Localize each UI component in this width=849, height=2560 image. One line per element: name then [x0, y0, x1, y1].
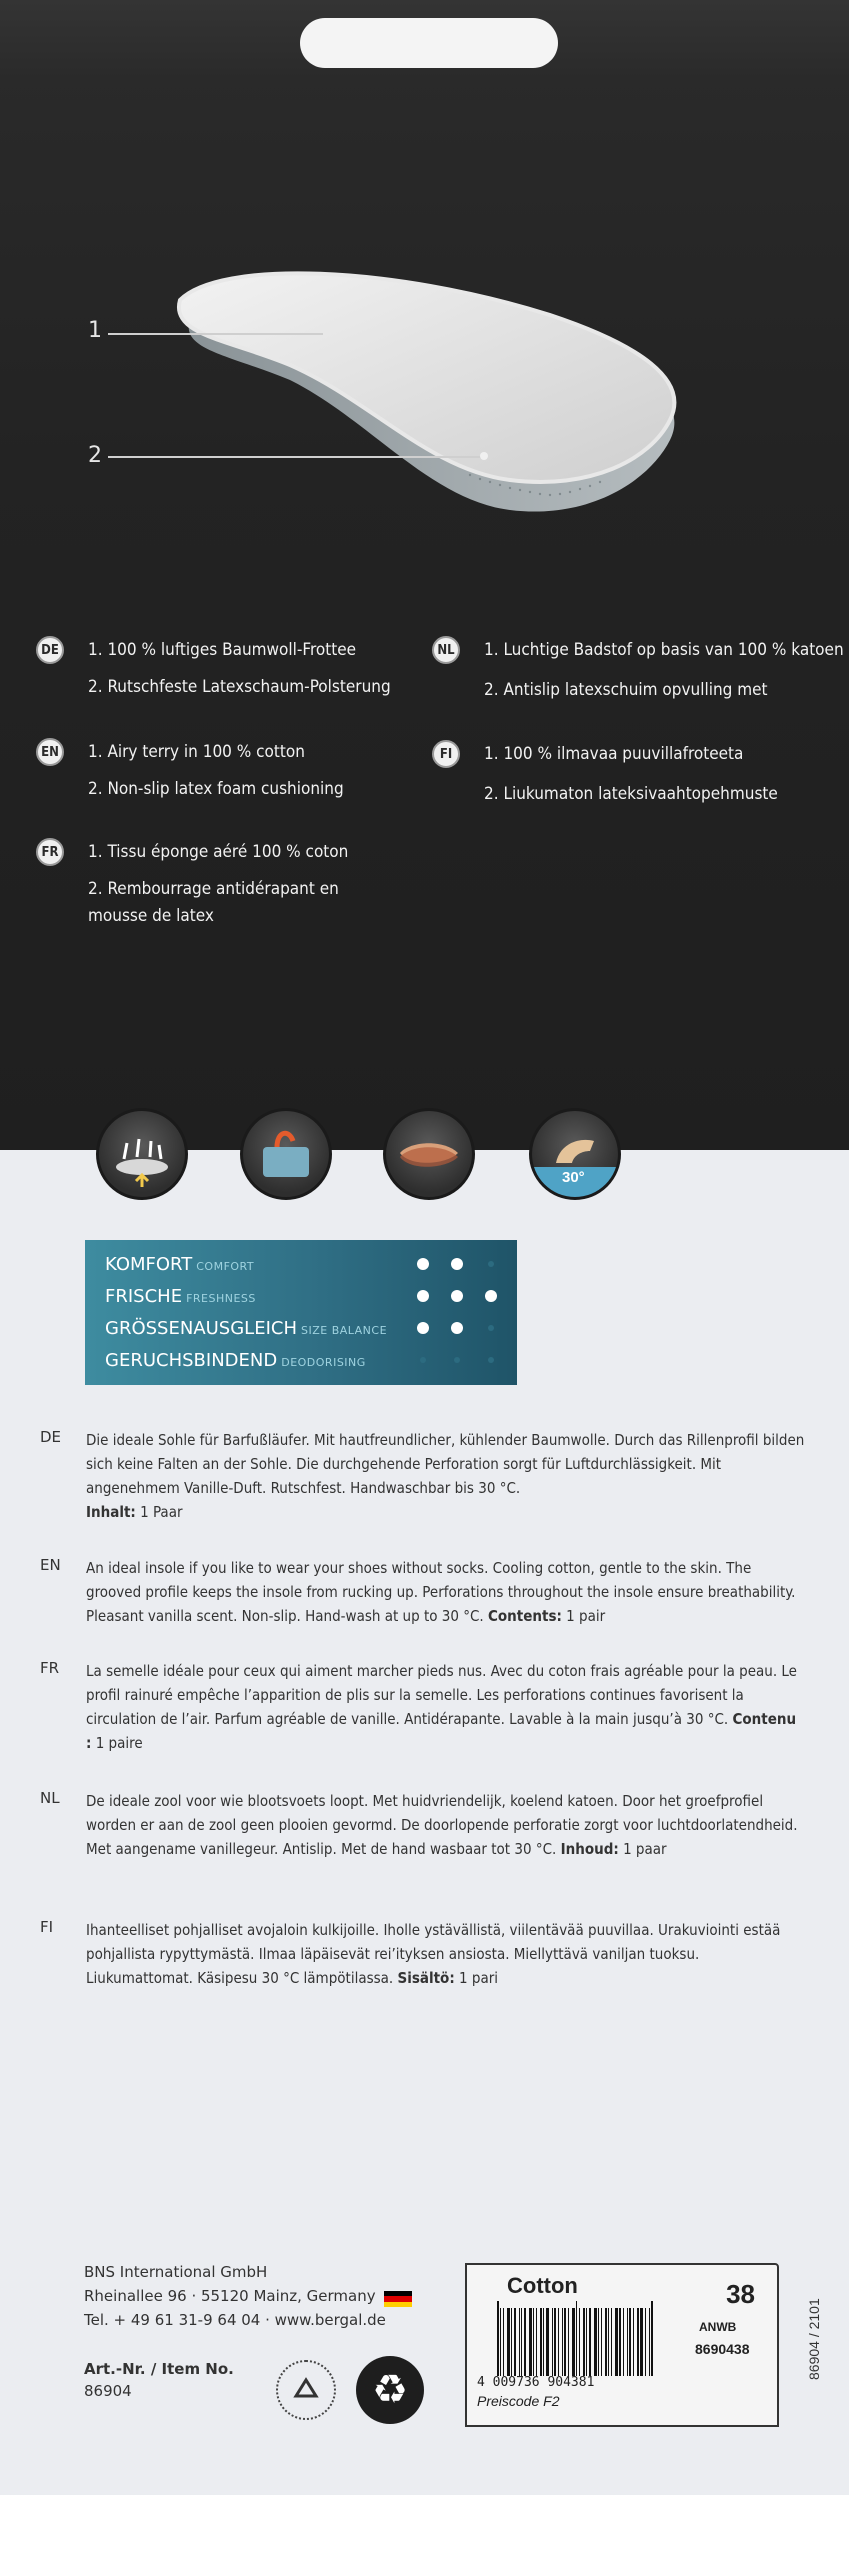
barcode-bar	[586, 2308, 587, 2376]
barcode-bar	[629, 2308, 631, 2376]
description-content-value: 1 Paar	[135, 1503, 183, 1521]
vertical-code: 86904 / 2101	[806, 2298, 822, 2380]
description-content-value: 1 paar	[618, 1840, 667, 1858]
barcode-bar	[579, 2308, 580, 2376]
lang-line: 1. 100 % luftiges Baumwoll-Frottee	[88, 640, 357, 660]
barcode-bar	[552, 2308, 553, 2376]
barcode-bar	[623, 2308, 624, 2376]
feature-label: FRISCHE	[105, 1286, 183, 1307]
description-content-value: 1 pari	[454, 1969, 499, 1987]
barcode-bar	[519, 2308, 520, 2376]
description-de	[40, 1428, 810, 1528]
label-size: 38	[726, 2279, 755, 2309]
description-nl	[40, 1789, 810, 1899]
barcode-bar	[601, 2308, 602, 2376]
company-name: BNS International GmbH	[84, 2263, 268, 2281]
barcode-bar	[615, 2308, 618, 2376]
barcode-bar	[608, 2308, 609, 2376]
description-content-value: 1 paire	[91, 1734, 143, 1752]
barcode-bar	[589, 2308, 591, 2376]
feature-label: GRÖSSENAUSGLEICH	[105, 1318, 297, 1339]
lang-line: 1. Tissu éponge aéré 100 % coton	[88, 842, 349, 862]
description-content-label: Contenu :	[86, 1710, 797, 1752]
item-number-label: Art.-Nr. / Item No.	[84, 2360, 234, 2378]
barcode-bar	[500, 2308, 501, 2376]
barcode-bar	[524, 2308, 526, 2376]
callout-2-dot	[480, 452, 488, 460]
barcode-bar	[540, 2308, 542, 2376]
company-street: Rheinallee 96 · 55120 Mainz, Germany	[84, 2287, 376, 2305]
description-text	[86, 1428, 806, 1524]
hand-wash-temp: 30°	[562, 1169, 585, 1186]
description-content-label: Inhoud:	[560, 1840, 619, 1858]
lang-badge: DE	[36, 636, 64, 664]
barcode-bar	[640, 2308, 643, 2376]
description-fr	[40, 1659, 810, 1769]
rating-dot-filled	[451, 1258, 463, 1270]
description-content-label: Sisältö:	[397, 1969, 455, 1987]
rating-dot-empty	[488, 1325, 494, 1331]
barcode-bar	[605, 2308, 607, 2376]
barcode-number: 4 009736 904381	[477, 2375, 595, 2390]
description-text	[86, 1659, 806, 1755]
feature-row	[105, 1318, 387, 1339]
dark-panel	[0, 0, 849, 1150]
barcode-bar	[627, 2308, 628, 2376]
label-code: 8690438	[695, 2341, 750, 2357]
lang-line: 1. Luchtige Badstof op basis van 100 % katoen	[484, 640, 844, 660]
rating-dot-empty	[420, 1357, 426, 1363]
company-address	[84, 2260, 386, 2332]
barcode-bar	[633, 2308, 634, 2376]
recycled-paper-icon	[276, 2360, 336, 2420]
barcode-bar	[576, 2301, 577, 2376]
description-lang: DE	[40, 1428, 62, 1446]
description-lang: FR	[40, 1659, 60, 1677]
description-text	[86, 1556, 806, 1628]
feature-row	[105, 1286, 256, 1307]
barcode-bar	[503, 2308, 504, 2376]
barcode-bar	[594, 2308, 597, 2376]
barcode-bar	[558, 2308, 559, 2376]
description-content-label: Inhalt:	[86, 1503, 136, 1521]
rating-dot-filled	[417, 1258, 429, 1270]
barcode	[497, 2308, 677, 2376]
callout-2: 2	[88, 443, 102, 468]
description-fi	[40, 1918, 810, 1998]
barcode-bar	[536, 2308, 537, 2376]
description-body: De ideale zool voor wie blootsvoets loopt. Met huidvriendelijk, koelend katoen. Door het groefprofiel worden er aan de zool geen plooien gevormd. De doorlopende perforatie zorgt voor luchtdoorlatendheid. Met aangename vanillegeur. Antislip. Met de hand wasbaar tot 30 °C.	[86, 1792, 798, 1858]
description-lang: NL	[40, 1789, 60, 1807]
lang-line: 1. 100 % ilmavaa puuvillafroteeta	[484, 744, 744, 764]
fresh-icon	[240, 1108, 332, 1200]
barcode-bar	[529, 2308, 532, 2376]
feature-label: KOMFORT	[105, 1254, 193, 1275]
recycling-icon: ♻	[356, 2356, 424, 2424]
barcode-bar	[533, 2308, 534, 2376]
price-label	[465, 2263, 779, 2427]
barcode-bar	[649, 2308, 650, 2376]
lang-line: mousse de latex	[88, 906, 214, 926]
barcode-bar	[543, 2308, 544, 2376]
item-number-value: 86904	[84, 2382, 132, 2400]
feature-sub: DEODORISING	[281, 1356, 366, 1369]
rating-dot-empty	[488, 1261, 494, 1267]
description-en	[40, 1556, 810, 1656]
feature-rating-box	[85, 1240, 517, 1385]
barcode-bar	[562, 2308, 563, 2376]
barcode-bar	[619, 2308, 621, 2376]
rating-dot-filled	[451, 1322, 463, 1334]
barcode-bar	[497, 2301, 499, 2376]
label-title: Cotton	[507, 2273, 578, 2298]
callout-2-line	[108, 456, 483, 458]
lang-badge: EN	[36, 738, 64, 766]
hang-tab-hole	[300, 18, 558, 68]
rating-dot-empty	[454, 1357, 460, 1363]
lang-line: 2. Antislip latexschuim opvulling met	[484, 680, 768, 700]
hand-wash-icon	[529, 1108, 621, 1200]
feature-row	[105, 1254, 254, 1275]
description-body: Die ideale Sohle für Barfußläufer. Mit hautfreundlicher, kühlender Baumwolle. Durch das Rillenprofil bilden sich keine Falten an der Sohle. Die durchgehende Perforation sorgt für Luftdurchlässigkeit. Mit angenehmem Vanille-Duft. Rutschfest. Handwaschbar bis 30 °C.	[86, 1431, 805, 1497]
lang-badge: FR	[36, 838, 64, 866]
barcode-bar	[564, 2308, 566, 2376]
lang-line: 2. Rutschfeste Latexschaum-Polsterung	[88, 677, 391, 697]
price-code: Preiscode F2	[477, 2393, 560, 2409]
callout-1-line	[108, 333, 323, 335]
rating-dot-filled	[417, 1290, 429, 1302]
rating-dot-filled	[417, 1322, 429, 1334]
company-contact: Tel. + 49 61 31-9 64 04 · www.bergal.de	[84, 2311, 386, 2329]
feature-sub: COMFORT	[196, 1260, 255, 1273]
insole-icon	[383, 1108, 475, 1200]
barcode-bar	[554, 2308, 556, 2376]
description-body: La semelle idéale pour ceux qui aiment marcher pieds nus. Avec du coton frais agréable pour la peau. Le profil rainuré empêche l’apparition de plis sur la semelle. Les perforations continues favorisent la circulation de l’air. Parfum agréable de vanille. Antidérapante. Lavable à la main jusqu’à 30 °C.	[86, 1662, 797, 1728]
barcode-bar	[583, 2308, 585, 2376]
germany-flag-icon	[384, 2291, 412, 2307]
lang-badge: NL	[432, 636, 460, 664]
description-text	[86, 1789, 806, 1861]
item-number	[84, 2358, 234, 2402]
lang-line: 2. Rembourrage antidérapant en	[88, 879, 339, 899]
breathable-icon	[96, 1108, 188, 1200]
barcode-bar	[611, 2308, 612, 2376]
description-lang: EN	[40, 1556, 61, 1574]
barcode-bar	[572, 2308, 575, 2376]
lang-line: 2. Non-slip latex foam cushioning	[88, 779, 344, 799]
description-content-label: Contents:	[488, 1607, 562, 1625]
barcode-bar	[546, 2308, 549, 2376]
insole-illustration	[170, 270, 730, 550]
rating-dot-empty	[488, 1357, 494, 1363]
lang-badge: FI	[432, 740, 460, 768]
description-body: Ihanteelliset pohjalliset avojaloin kulkijoille. Iholle ystävällistä, viilentävää puuvillaa. Urakuviointi estää pohjallista rypyttymästä. Ilmaa läpäisevät rei’ityksen ansiosta. Miellyttävä vaniljan tuoksu. Liukumattomat. Käsipesu 30 °C lämpötilassa.	[86, 1921, 781, 1987]
barcode-bar	[507, 2308, 510, 2376]
feature-row	[105, 1350, 366, 1371]
barcode-bar	[514, 2308, 516, 2376]
rating-dot-filled	[451, 1290, 463, 1302]
bottom-margin	[0, 2495, 849, 2560]
barcode-bar	[511, 2308, 512, 2376]
description-lang: FI	[40, 1918, 54, 1936]
label-anwb: ANWB	[699, 2320, 737, 2334]
rating-dot-filled	[485, 1290, 497, 1302]
barcode-bar	[645, 2308, 646, 2376]
description-body: An ideal insole if you like to wear your shoes without socks. Cooling cotton, gentle to the skin. The grooved profile keeps the insole from rucking up. Perforations throughout the insole ensure breathability. Pleasant vanilla scent. Non-slip. Hand-wash at up to 30 °C.	[86, 1559, 796, 1625]
lang-line: 1. Airy terry in 100 % cotton	[88, 742, 305, 762]
barcode-bar	[521, 2308, 522, 2376]
barcode-bar	[637, 2308, 639, 2376]
feature-label: GERUCHSBINDEND	[105, 1350, 278, 1371]
barcode-bar	[568, 2308, 569, 2376]
description-text	[86, 1918, 806, 1990]
lang-line: 2. Liukumaton lateksivaahtopehmuste	[484, 784, 778, 804]
description-content-value: 1 pair	[561, 1607, 606, 1625]
callout-1: 1	[88, 318, 102, 343]
barcode-bar	[598, 2308, 599, 2376]
feature-sub: FRESHNESS	[186, 1292, 256, 1305]
feature-sub: SIZE BALANCE	[301, 1324, 388, 1337]
barcode-bar	[651, 2301, 653, 2376]
